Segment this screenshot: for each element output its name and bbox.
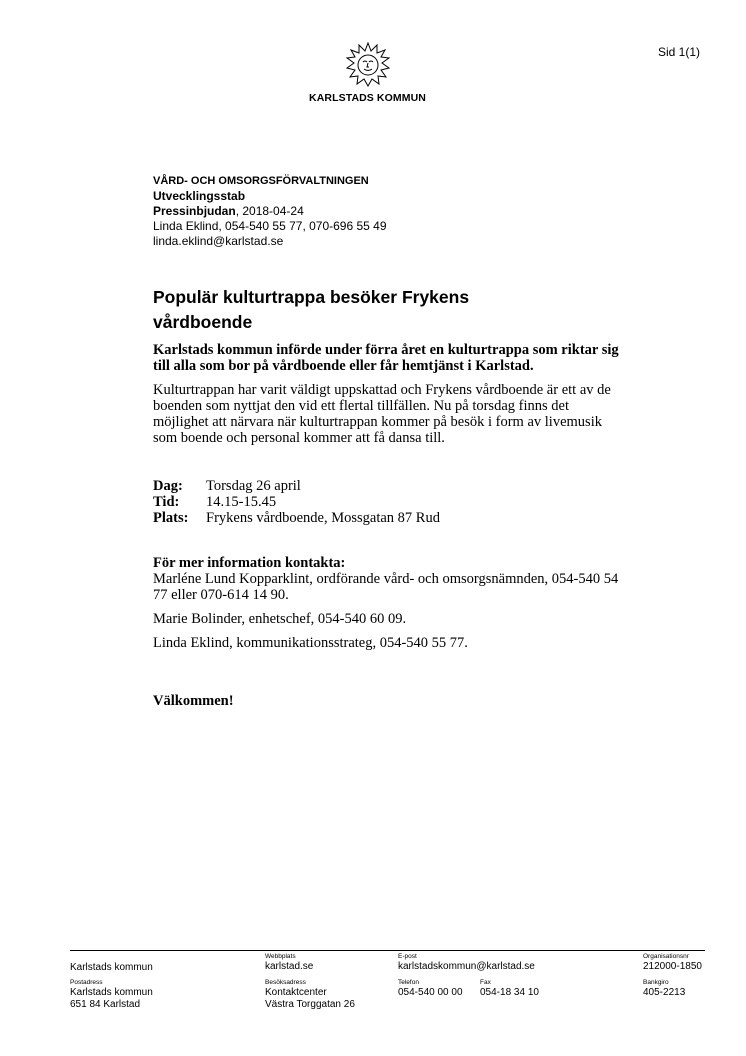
detail-value: Torsdag 26 april [206,478,301,494]
contact-heading: För mer information kontakta: [153,555,346,571]
sun-icon [345,42,391,88]
unit-name: Utvecklingsstab [153,189,246,203]
page-number: Sid 1(1) [658,45,701,59]
footer-email [398,953,535,973]
ingress: Karlstads kommun införde under förra året en kulturtrappa som riktar sig till alla som bor på vårdboende eller får hemtjänst i Karlstad. [153,342,619,374]
footer-email-label: E-post [398,953,417,960]
footer-orgnr-label: Organisationsnr [643,953,689,960]
footer-web-label: Webbplats [265,953,296,960]
doc-date: , 2018-04-24 [235,204,304,218]
footer-phone-label: Telefon [398,979,419,986]
footer-email-value[interactable]: karlstadskommun@karlstad.se [398,961,535,972]
event-details [153,478,440,526]
footer-post-line: Karlstads kommun [70,987,153,998]
detail-value: 14.15-15.45 [206,494,277,510]
contact-email[interactable]: linda.eklind@karlstad.se [153,234,284,248]
headline: Populär kulturtrappa besöker Frykens vårdboende [153,287,470,332]
contact-person: Linda Eklind, kommunikationsstrateg, 054-540 55 77. [153,635,468,651]
logo-text: KARLSTADS KOMMUN [309,92,426,104]
footer-divider [70,950,705,951]
contact-person: Marie Bolinder, enhetschef, 054-540 60 09. [153,611,407,627]
contact-section [153,555,623,659]
detail-value: Frykens vårdboende, Mossgatan 87 Rud [206,510,440,526]
footer-bankgiro-value: 405-2213 [643,987,686,998]
footer-visit-line: Kontaktcenter [265,987,327,998]
footer-fax [480,979,539,999]
detail-label: Plats: [153,510,189,526]
footer-web [265,953,313,973]
detail-label: Dag: [153,478,183,494]
footer-fax-value: 054-18 34 10 [480,987,539,998]
detail-row-place [153,510,440,526]
contact-line: Linda Eklind, 054-540 55 77, 070-696 55 49 [153,219,387,233]
doc-type: Pressinbjudan [153,204,236,218]
contact-person: Marléne Lund Kopparklint, ordförande vård- och omsorgsnämnden, 054-540 54 77 eller 070-614 14 90. [153,571,619,603]
logo [300,42,435,104]
footer-post-line: 651 84 Karlstad [70,999,141,1010]
department-name: VÅRD- OCH OMSORGSFÖRVALTNINGEN [153,175,369,187]
footer-phone [398,979,463,999]
footer-org [70,962,153,974]
footer-visit [265,979,355,1011]
footer-bankgiro [643,979,685,999]
footer-fax-label: Fax [480,979,491,986]
footer-orgnr-value: 212000-1850 [643,961,702,972]
footer-bankgiro-label: Bankgiro [643,979,669,986]
body-text: Kulturtrappan har varit väldigt uppskattad och Frykens vårdboende är ett av de boenden som nyttjat den vid ett flertal tillfällen. Nu på torsdag finns det möjlighet att närvara när kulturtrappan kommer på besök i form av livemusik som boende och personal kommer att få dansa till. [153,382,611,446]
footer-visit-line: Västra Torggatan 26 [265,999,355,1010]
welcome-text: Välkommen! [153,693,234,709]
letterhead [153,174,387,249]
detail-row-day [153,478,440,494]
footer-orgnr [643,953,702,973]
footer-post [70,979,153,1011]
detail-row-time [153,494,440,510]
detail-label: Tid: [153,494,180,510]
footer-visit-label: Besöksadress [265,979,306,986]
footer-post-label: Postadress [70,979,103,986]
footer-phone-value: 054-540 00 00 [398,987,463,998]
footer-web-value[interactable]: karlstad.se [265,961,314,972]
footer-org-name: Karlstads kommun [70,962,153,973]
doc-type-line [153,204,387,219]
